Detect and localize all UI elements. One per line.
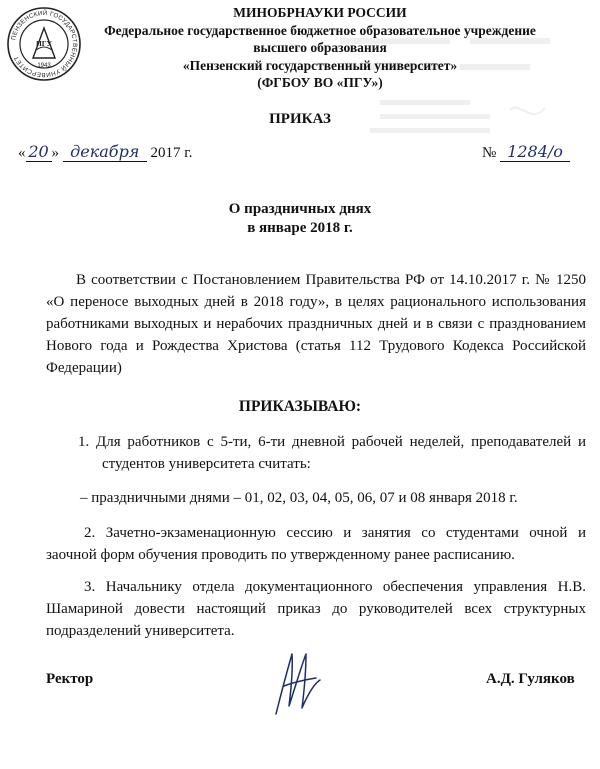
order-item-3: 3. Начальнику отдела документационного обеспечения управления Н.В. Шамариной довести настоящий приказ до руководителей всех структурных подразделений университета. bbox=[46, 579, 586, 639]
institution-line-2: высшего образования bbox=[253, 40, 387, 55]
handwritten-signature bbox=[262, 640, 332, 720]
svg-text:1943: 1943 bbox=[37, 63, 51, 69]
signatory-position: Ректор bbox=[46, 671, 94, 687]
order-subject bbox=[0, 200, 600, 238]
order-title: ПРИКАЗ bbox=[269, 111, 331, 127]
number-value: 1284/о bbox=[500, 142, 570, 162]
order-word: ПРИКАЗЫВАЮ: bbox=[238, 398, 362, 415]
signatory-name: А.Д. Гуляков bbox=[486, 671, 575, 687]
date-month: декабря bbox=[63, 142, 147, 162]
holidays-line: – праздничными днями – 01, 02, 03, 04, 05, 06, 07 и 08 января 2018 г. bbox=[80, 490, 518, 506]
date-quote-close: » bbox=[51, 145, 59, 161]
order-number bbox=[482, 142, 570, 162]
order-date bbox=[18, 142, 192, 162]
university-abbrev: (ФГБОУ ВО «ПГУ») bbox=[257, 75, 383, 90]
svg-text:ПЕНЗЕНСКИЙ ГОСУДАРСТВЕННЫЙ УНИ: ПЕНЗЕНСКИЙ ГОСУДАРСТВЕННЫЙ УНИВЕРСИТЕТ bbox=[10, 9, 79, 79]
preamble-paragraph: В соответствии с Постановлением Правительства РФ от 14.10.2017 г. № 1250 «О переносе выходных дней в 2018 году», в целях рационального использования работниками выходных и нерабочих праздничных дней и в связи с празднованием Нового года и Рождества Христова (статья 112 Трудового Кодекса Российской Федерации) bbox=[46, 272, 586, 376]
institution-line-1: Федеральное государственное бюджетное образовательное учреждение bbox=[104, 22, 536, 38]
order-item-1: 1. Для работников с 5-ти, 6-ти дневной рабочей неделей, преподавателей и студентов университета считать: bbox=[78, 434, 586, 472]
date-day: 20 bbox=[26, 142, 52, 162]
date-year: 2017 г. bbox=[150, 145, 193, 161]
university-name: «Пензенский государственный университет» bbox=[182, 57, 458, 73]
subject-line-2: в январе 2018 г. bbox=[247, 220, 353, 236]
number-label: № bbox=[482, 145, 497, 161]
svg-text:ПГУ: ПГУ bbox=[35, 39, 53, 48]
subject-line-1: О праздничных днях bbox=[228, 201, 372, 217]
document-header bbox=[0, 4, 600, 92]
order-item-2: 2. Зачетно-экзаменационную сессию и занятия со студентами очной и заочной форм обучения проводить по утвержденному ранее расписанию. bbox=[46, 525, 586, 563]
ministry-name: МИНОБРНАУКИ РОССИИ bbox=[233, 5, 407, 20]
date-quote-open: « bbox=[18, 145, 26, 161]
